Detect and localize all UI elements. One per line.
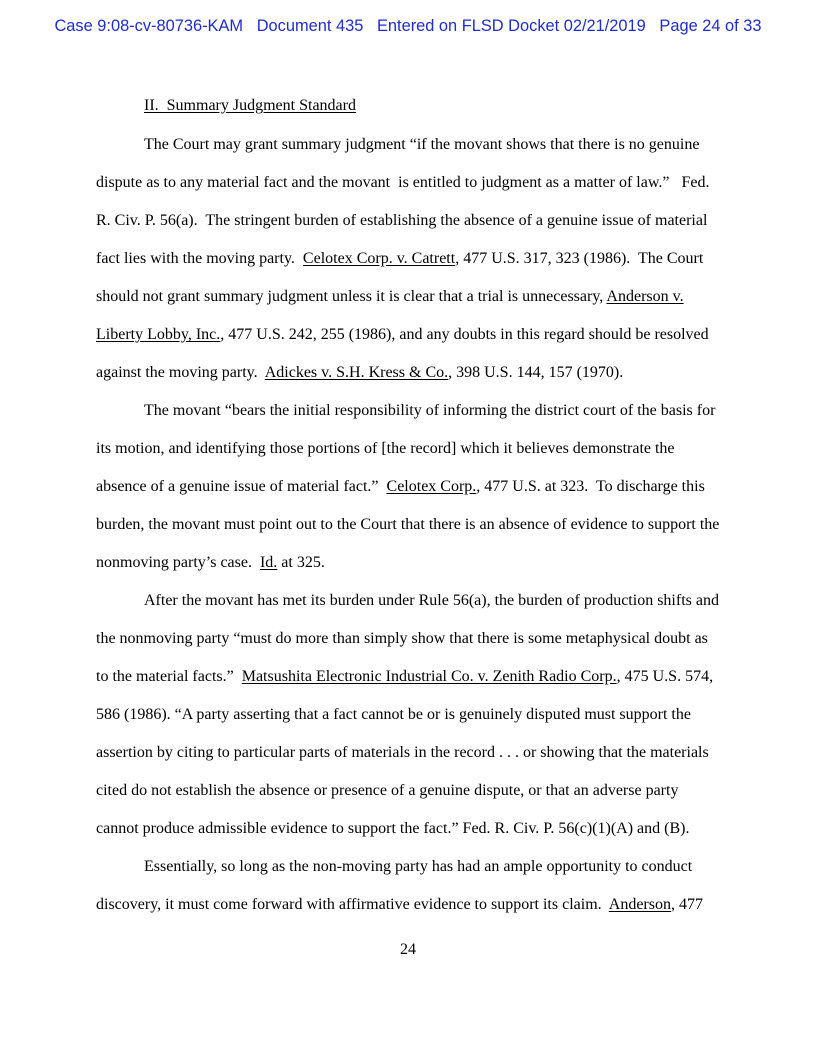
body-line: nonmoving party’s case. Id. at 325. — [96, 554, 325, 571]
body-line: R. Civ. P. 56(a). The stringent burden of establishing the absence of a genuine issue of material — [96, 212, 708, 229]
body-line: to the material facts.” Matsushita Electronic Industrial Co. v. Zenith Radio Corp., 475 U.S. 574, — [96, 668, 714, 685]
section-heading: II. Summary Judgment Standard — [144, 97, 356, 114]
body-line: burden, the movant must point out to the Court that there is an absence of evidence to support the — [96, 516, 720, 533]
body-line: The Court may grant summary judgment “if the movant shows that there is no genuine — [144, 136, 700, 153]
case-citation: Liberty Lobby, Inc. — [96, 326, 221, 343]
case-citation: Celotex Corp. v. Catrett — [302, 250, 456, 267]
body-line: discovery, it must come forward with affirmative evidence to support its claim. Anderson, 477 — [96, 896, 703, 913]
body-line: 586 (1986). “A party asserting that a fact cannot be or is genuinely disputed must support the — [96, 706, 691, 723]
case-citation: Anderson — [608, 896, 671, 913]
body-line: After the movant has met its burden under Rule 56(a), the burden of production shifts and — [144, 592, 719, 609]
case-citation: Adickes v. S.H. Kress & Co. — [264, 364, 449, 381]
page-number: 24 — [400, 941, 416, 958]
body-line: The movant “bears the initial responsibility of informing the district court of the basis for — [144, 402, 716, 419]
body-line: cited do not establish the absence or presence of a genuine dispute, or that an adverse party — [96, 782, 679, 799]
body-line: cannot produce admissible evidence to support the fact.” Fed. R. Civ. P. 56(c)(1)(A) and (B). — [96, 820, 690, 837]
body-line: against the moving party. Adickes v. S.H. Kress & Co., 398 U.S. 144, 157 (1970). — [96, 364, 624, 381]
body-line: absence of a genuine issue of material fact.” Celotex Corp., 477 U.S. at 323. To discharge this — [96, 478, 705, 495]
body-line: should not grant summary judgment unless it is clear that a trial is unnecessary, Anderson v. — [96, 288, 684, 305]
body-line: dispute as to any material fact and the movant is entitled to judgment as a matter of law.” Fed. — [96, 174, 710, 191]
body-line: Liberty Lobby, Inc., 477 U.S. 242, 255 (1986), and any doubts in this regard should be resolved — [96, 326, 709, 343]
case-citation: Anderson v. — [606, 288, 684, 305]
docket-header: Case 9:08-cv-80736-KAM Document 435 Entered on FLSD Docket 02/21/2019 Page 24 of 33 — [54, 17, 762, 35]
case-citation: Celotex Corp. — [386, 478, 477, 495]
body-line: fact lies with the moving party. Celotex Corp. v. Catrett, 477 U.S. 317, 323 (1986). The Court — [96, 250, 704, 267]
case-citation: Matsushita Electronic Industrial Co. v. Zenith Radio Corp. — [241, 668, 617, 685]
case-citation: Id. — [259, 554, 278, 571]
body-line: its motion, and identifying those portions of [the record] which it believes demonstrate the — [96, 440, 675, 457]
body-line: the nonmoving party “must do more than simply show that there is some metaphysical doubt as — [96, 630, 708, 647]
body-line: assertion by citing to particular parts of materials in the record . . . or showing that the materials — [96, 744, 709, 761]
body-line: Essentially, so long as the non-moving party has had an ample opportunity to conduct — [144, 858, 693, 875]
